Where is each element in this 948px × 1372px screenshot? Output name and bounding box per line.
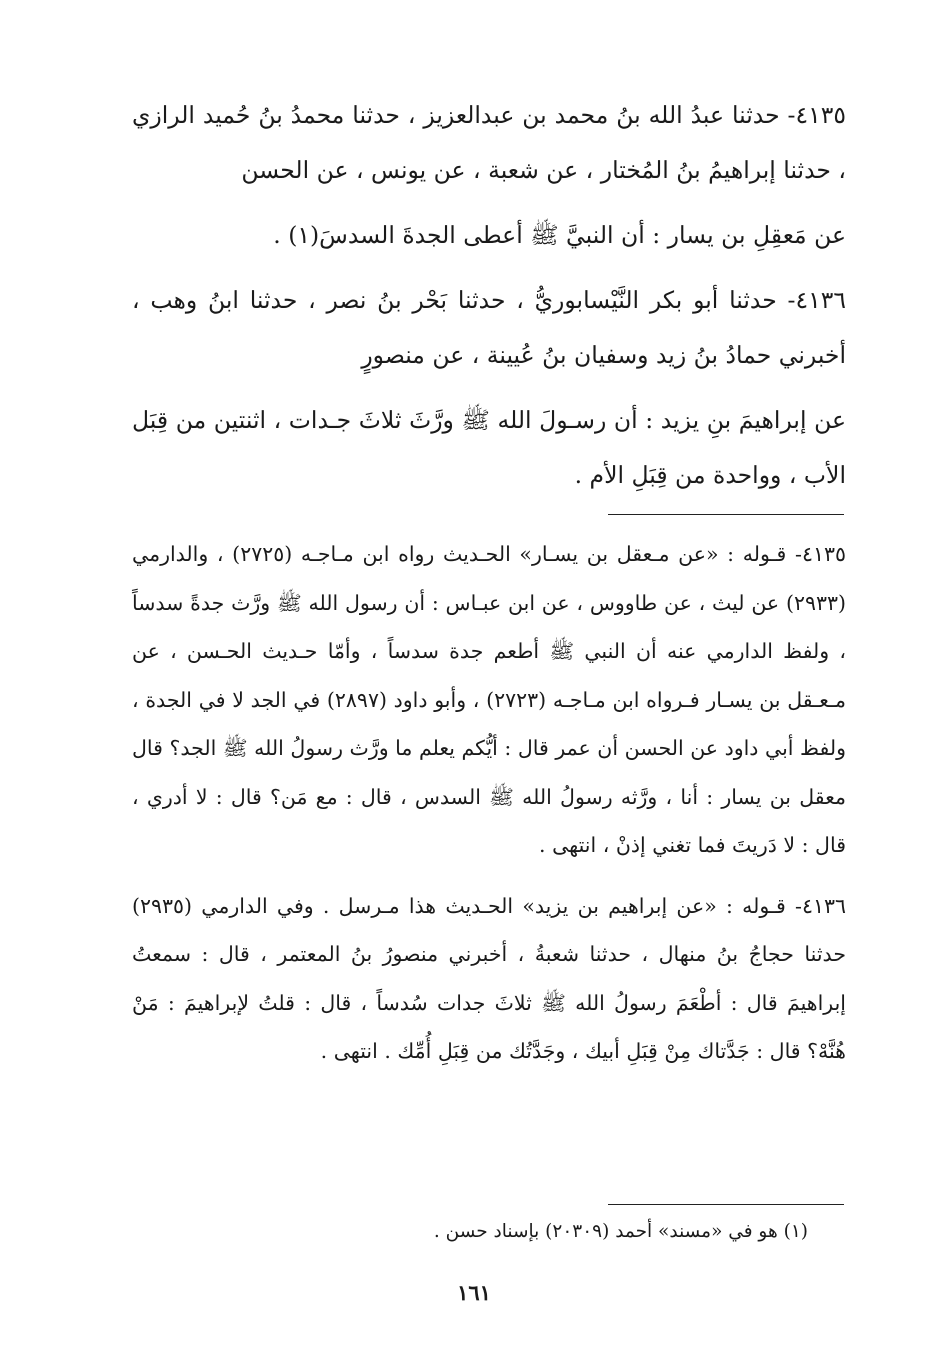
main-text (132, 88, 846, 503)
commentary (132, 530, 846, 1076)
hadith-4135-isnad: ٤١٣٥- حدثنا عبدُ الله بنُ محمد بن عبدالعزيز ، حدثنا محمدُ بنُ حُميد الرازي ، حدثنا إبراهيمُ بنُ المُختار ، عن شعبة ، عن يونس ، عن الحسن (132, 101, 846, 184)
page-number: ١٦١ (457, 1280, 491, 1305)
hadith-4135-matn: عن مَعقِلِ بن يسار : أن النبيَّ ﷺ أعطى الجدةَ السدسَ(١) . (273, 221, 846, 249)
commentary-divider (608, 514, 844, 515)
hadith-4136-matn: عن إبراهيمَ بنِ يزيد : أن رسـولَ الله ﷺ ورَّثَ ثلاثَ جـدات ، اثنتين من قِبَل الأب ، وواحدة من قِبَلِ الأم . (132, 406, 846, 489)
hadith-4136-isnad: ٤١٣٦- حدثنا أبو بكر النَّيْسابوريُّ ، حدثنا بَحْر بنُ نصر ، حدثنا ابنُ وهب ، أخبرني حمادُ بنُ زيد وسفيان بنُ عُيينة ، عن منصورٍ (132, 286, 846, 369)
commentary-4135: ٤١٣٥- قـوله : «عن مـعقل بن يسـار» الحـديث رواه ابن مـاجـه (٢٧٢٥) ، والدارمي (٢٩٣٣) عن ليث ، عن طاووس ، عن ابن عبـاس : أن رسول الله ﷺ ورَّث جدةً سدساً ، ولفظ الدارمي عنه أن النبي ﷺ أطعم جدة سدساً ، وأمّا حـديث الحـسن ، عن مـعـقل بن يسـار فـرواه ابن مـاجـه (٢٧٢٣) ، وأبو داود (٢٨٩٧) في الجد لا في الجدة ، ولفظ أبي داود عن الحسن أن عمر قال : أيُّكم يعلم ما ورَّث رسولُ الله ﷺ الجد؟ قال معقل بن يسار : أنا ، ورَّثه رسولُ الله ﷺ السدس ، قال : مع مَن؟ قال : لا أدري ، قال : لا دَريتَ فما تغني إذنْ ، انتهى . (132, 542, 846, 857)
footnote-divider (608, 1204, 844, 1205)
footnote: (١) هو في «مسند» أحمد (٢٠٣٠٩) بإسناد حسن . (433, 1221, 808, 1242)
commentary-4136: ٤١٣٦- قـوله : «عن إبراهيم بن يزيد» الحـديث هذا مـرسل . وفي الدارمي (٢٩٣٥) حدثنا حجاجُ بنُ منهال ، حدثنا شعبةُ ، أخبرني منصورُ بنُ المعتمر ، قال : سمعتُ إبراهيمَ قال : أطْعَمَ رسولُ الله ﷺ ثلاثَ جدات سُدساً ، قال : قلتُ لإبراهيمَ : مَنْ هُنَّهْ؟ قال : جَدَّتاك مِنْ قِبَلِ أبيك ، وجَدَّتُك من قِبَلِ أُمِّك . انتهى . (132, 893, 846, 1063)
